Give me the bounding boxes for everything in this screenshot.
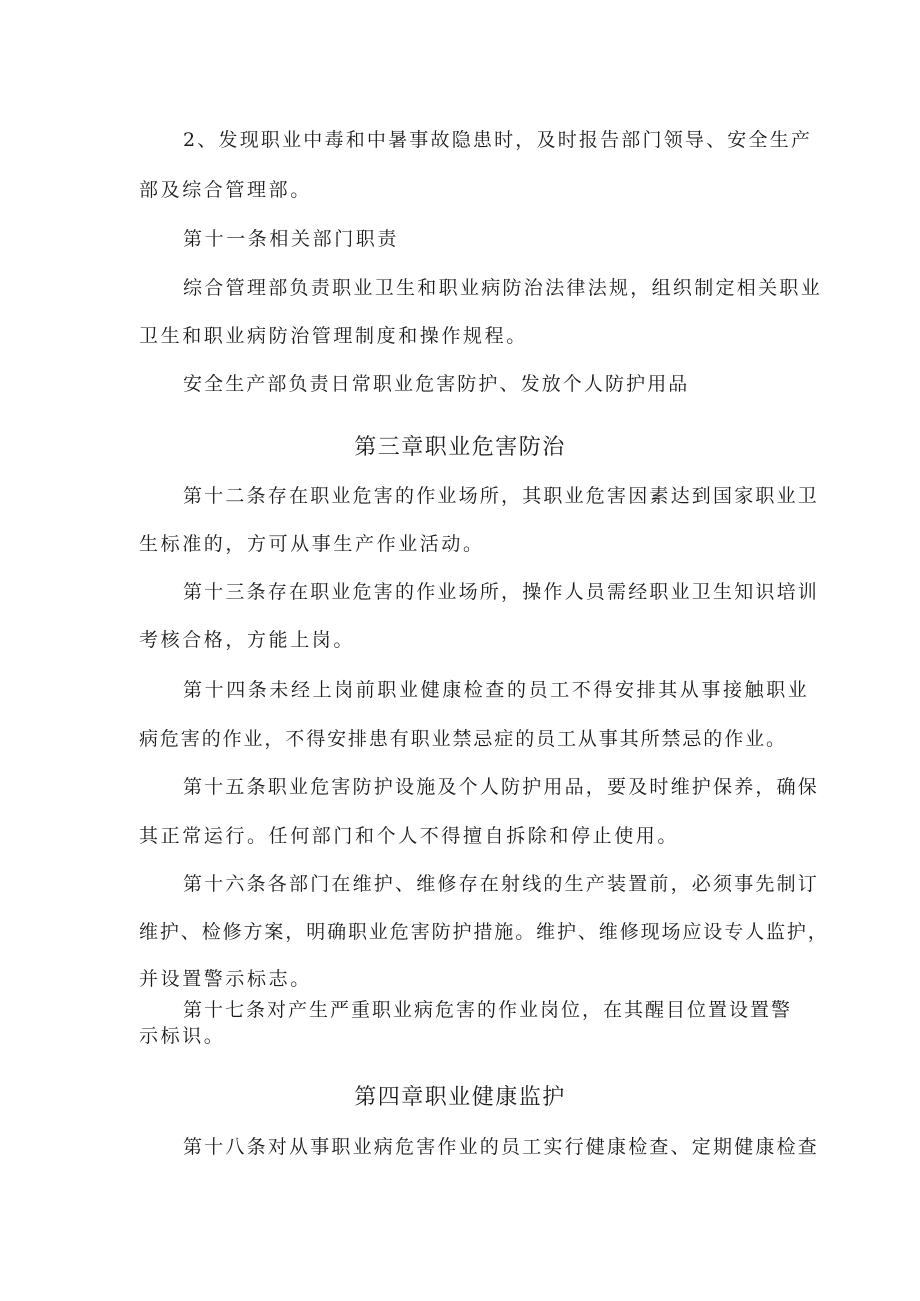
paragraph-line: 卫生和职业病防治管理制度和操作规程。 <box>139 325 528 347</box>
paragraph-line: 第十三条存在职业危害的作业场所，操作人员需经职业卫生知识培训 <box>183 581 820 603</box>
chapter-title: 第四章职业健康监护 <box>354 1085 566 1110</box>
paragraph-line: 第十七条对产生严重职业病危害的作业岗位，在其醒目位置设置警 <box>183 999 793 1021</box>
paragraph-line: 第十六条各部门在维护、维修存在射线的生产装置前，必须事先制订 <box>183 873 820 895</box>
paragraph-line: 综合管理部负责职业卫生和职业病防治法律法规，组织制定相关职业 <box>183 277 823 299</box>
paragraph-line: 考核合格，方能上岗。 <box>139 629 356 651</box>
paragraph-line: 第十二条存在职业危害的作业场所，其职业危害因素达到国家职业卫 <box>183 485 820 507</box>
chapter-title: 第三章职业危害防治 <box>354 435 566 460</box>
paragraph-line: 病危害的作业，不得安排患有职业禁忌症的员工从事其所禁忌的作业。 <box>139 728 787 750</box>
paragraph-line: 示标识。 <box>139 1025 226 1047</box>
paragraph-line: 第十八条对从事职业病危害作业的员工实行健康检查、定期健康检查 <box>183 1136 820 1158</box>
paragraph-line: 并设置警示标志。 <box>139 968 312 990</box>
paragraph-line: 部及综合管理部。 <box>139 179 312 201</box>
paragraph-line: 其正常运行。任何部门和个人不得擅自拆除和停止使用。 <box>139 825 680 847</box>
paragraph-line: 第十五条职业危害防护设施及个人防护用品，要及时维护保养，确保 <box>183 776 820 798</box>
paragraph-line: 2、发现职业中毒和中暑事故隐患时，及时报告部门领导、安全生产 <box>183 129 813 151</box>
paragraph-line: 第十四条未经上岗前职业健康检查的员工不得安排其从事接触职业 <box>183 679 810 701</box>
paragraph-line: 维护、检修方案，明确职业危害防护措施。维护、维修现场应设专人监护， <box>139 921 829 943</box>
article-heading: 第十一条相关部门职责 <box>183 228 400 250</box>
paragraph-line: 生标准的，方可从事生产作业活动。 <box>139 533 485 555</box>
paragraph-line: 安全生产部负责日常职业危害防护、发放个人防护用品 <box>183 373 690 395</box>
